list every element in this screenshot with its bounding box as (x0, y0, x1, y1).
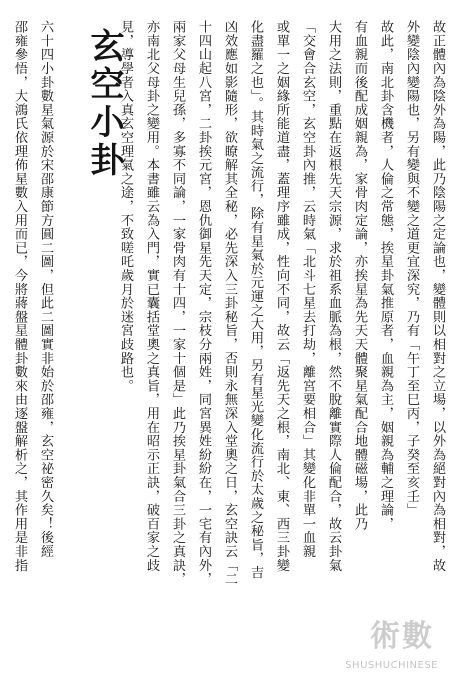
text-column: 十四山起八宮，二卦挨元宮，恩仇御星先天定，宗枝分兩姓，同宮異姓紛紛在，一宅有內外， (196, 20, 211, 586)
text-column: 化盡羅之也」。其時氣之流行，除有星氣於元運之大用，另有星光變化流行於太歲之秘旨，吉 (248, 20, 263, 580)
text-column: 見，導學者入真玄空理氣之途，不致嗟吒歲月於迷宮歧路也。 (118, 20, 133, 393)
text-column: 故此，南北卦含機者，人倫之常態，挨星卦氣推原者，血親為主，姻親為輔之理論， (378, 20, 393, 531)
text-column: 或單一之姻緣所能道盡，蓋理序雖成，性向不同，故云「返先天之根，南北、東、西三卦變 (274, 20, 289, 572)
text-column: 故正體內為陰外為陽，此乃陰陽之定論也，變體則以相對之立場，以外為絕對內為相對，故 (430, 20, 445, 572)
text-column: 兩家父母生兒孫，多寡不同論，一家骨肉有十四，一家十個是」此乃挨星卦氣合三卦之真訣， (170, 20, 185, 586)
text-column: 大用之法則，重點在返根先天宗源，求於祖系血脈為根，然不脫離實際人倫配合，故云卦氣 (326, 20, 341, 572)
text-column: 凶效應如影隨形，欲瞭解其全秘，必先深入三卦秘旨，否則永無深入堂奧之日，玄空訣云「二 (222, 20, 237, 586)
text-column: 外變陰內變陽也，另有變與不變之道更宜深究，乃有「午丁至巳丙，子癸至亥壬」 (404, 20, 419, 517)
watermark-logo (308, 615, 448, 673)
watermark-chinese-text: 術數 (370, 619, 434, 654)
text-column: 六十四小卦數星氣源於宋邵康節方圓二圖，但此二圖實非始於邵雍，玄空祕密久矣！後經 (38, 20, 53, 559)
text-column: 「交會合玄空，玄空卦內推，云時氣「北斗七星去打劫，離宮要相合」其變化非單一血親 (300, 20, 315, 559)
section-title: 玄空小卦 (84, 28, 124, 180)
watermark-english-text: SHUSHUCHINESE (345, 660, 438, 671)
text-column: 亦南北父母卦之變用。本書雖云為入門，實已囊括堂奧之真旨，用在昭示正訣，破百家之歧 (144, 20, 159, 572)
text-column: 邵雍參悟，大鴻氏依理佈星數入用而已，今將蔣盤星體卦數來由逐盤解析之，其作用是非指 (12, 20, 27, 572)
text-column: 有血親而後配成姻親為，家骨肉定論，亦挨星為先天天體聚星氣配合地體磁場，此乃 (352, 20, 367, 531)
